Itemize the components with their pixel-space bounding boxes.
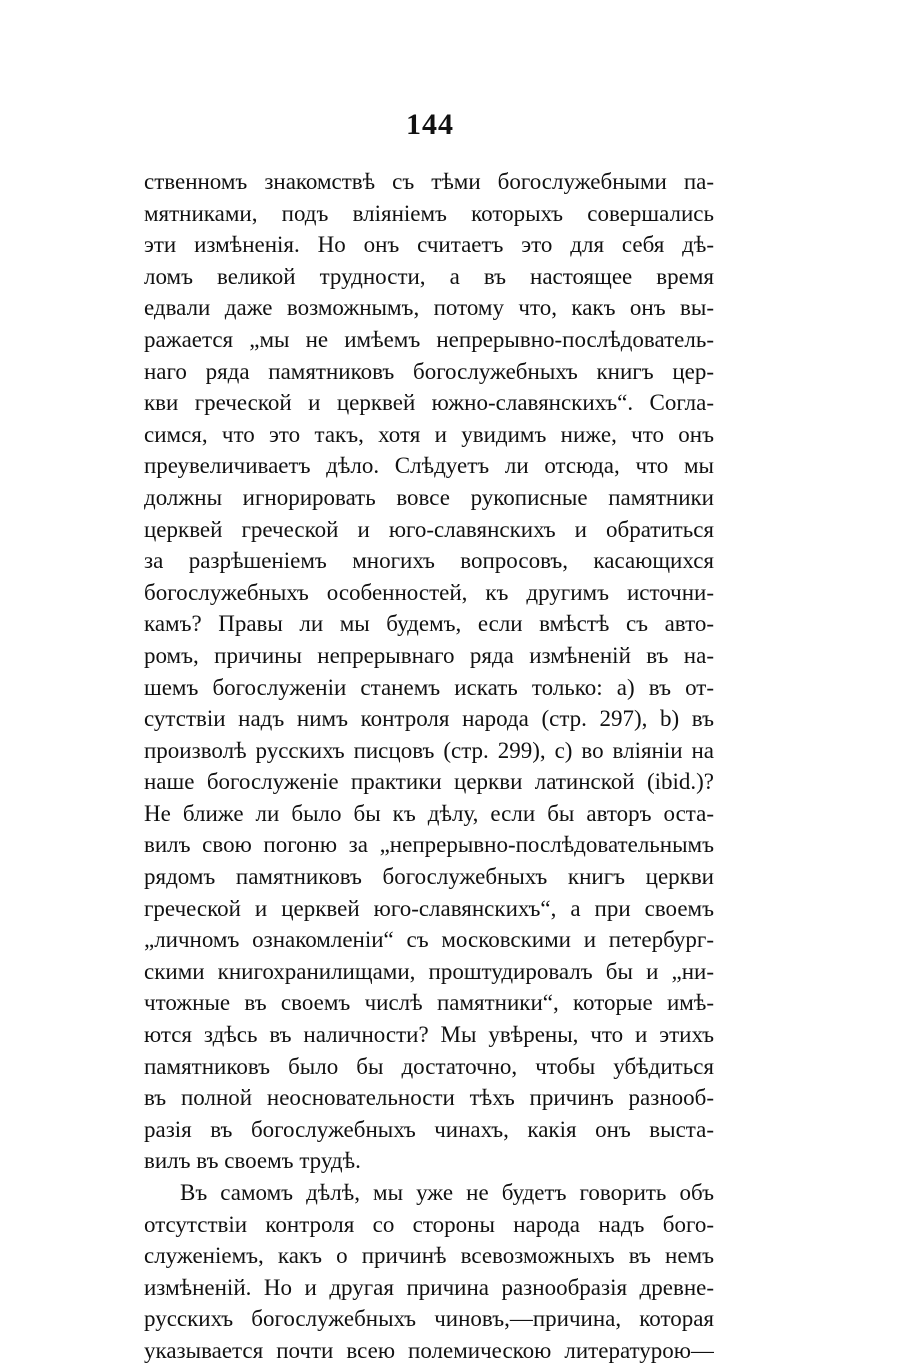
text-line: шемъ богослуженіи станемъ искать только: a) въ от- [144, 674, 714, 700]
text-line: симся, что это такъ, хотя и увидимъ ниже, что онъ [144, 421, 714, 447]
text-line: богослужебныхъ особенностей, къ другимъ источни- [144, 579, 714, 605]
text-line: едвали даже возможнымъ, потому что, какъ онъ вы- [144, 295, 714, 321]
text-line: отсутствіи контроля со стороны народа надъ бого- [144, 1211, 714, 1237]
text-line: ромъ, причины непрерывнаго ряда измѣненій въ на- [144, 642, 714, 668]
text-line: эти измѣненія. Но онъ считаетъ это для себя дѣ- [144, 232, 714, 258]
text-line: за разрѣшеніемъ многихъ вопросовъ, касающихся [144, 548, 714, 574]
text-line: камъ? Правы ли мы будемъ, если вмѣстѣ съ авто- [144, 611, 714, 637]
text-line: вилъ свою погоню за „непрерывно-послѣдовательнымъ [144, 832, 714, 858]
text-line: наше богослуженіе практики церкви латинской (ibid.)? [144, 769, 714, 795]
text-line: мятниками, подъ вліяніемъ которыхъ совершались [144, 200, 714, 226]
text-line: ломъ великой трудности, а въ настоящее время [144, 263, 714, 289]
text-line: наго ряда памятниковъ богослужебныхъ книгъ цер- [144, 358, 714, 384]
text-line: церквей греческой и юго-славянскихъ и обратиться [144, 516, 714, 542]
text-line: чтожные въ своемъ числѣ памятники“, которые имѣ- [144, 990, 714, 1016]
text-line: скими книгохранилищами, проштудировалъ бы и „ни- [144, 958, 714, 984]
text-line: греческой и церквей юго-славянскихъ“, а при своемъ [144, 895, 714, 921]
text-line: вилъ въ своемъ трудѣ. [144, 1148, 361, 1174]
text-line: преувеличиваетъ дѣло. Слѣдуетъ ли отсюда, что мы [144, 453, 714, 479]
body-text [144, 166, 714, 1367]
text-line: памятниковъ было бы достаточно, чтобы убѣдиться [144, 1053, 714, 1079]
text-line: Въ самомъ дѣлѣ, мы уже не будетъ говорить объ [180, 1180, 714, 1205]
text-line: измѣненій. Но и другая причина разнообразія древне- [144, 1274, 714, 1300]
text-line: служеніемъ, какъ о причинѣ всевозможныхъ въ немъ [144, 1243, 714, 1269]
text-line: разія въ богослужебныхъ чинахъ, какія онъ выста- [144, 1116, 714, 1142]
text-line: Не ближе ли было бы къ дѣлу, если бы авторъ оста- [144, 800, 714, 826]
text-line: указывается почти всею полемическою литературою— [144, 1337, 714, 1363]
text-line: русскихъ богослужебныхъ чиновъ,—причина, которая [144, 1306, 714, 1332]
text-line: должны игнорировать вовсе рукописные памятники [144, 484, 714, 510]
text-line: рядомъ памятниковъ богослужебныхъ книгъ церкви [144, 864, 714, 890]
page-number: 144 [406, 108, 454, 141]
text-line: сутствіи надъ нимъ контроля народа (стр. 297), b) въ [144, 706, 714, 732]
text-line: ственномъ знакомствѣ съ тѣми богослужебными па- [144, 169, 714, 194]
text-line: произволѣ русскихъ писцовъ (стр. 299), c) во вліяніи на [144, 737, 714, 763]
text-line: кви греческой и церквей южно-славянскихъ“. Согла- [144, 390, 714, 416]
text-line: „личномъ ознакомленіи“ съ московскими и петербург- [144, 927, 714, 953]
text-line: ражается „мы не имѣемъ непрерывно-послѣдователь- [144, 326, 714, 352]
text-line: въ полной неосновательности тѣхъ причинъ разнооб- [144, 1085, 714, 1111]
text-line: ются здѣсь въ наличности? Мы увѣрены, что и этихъ [144, 1022, 714, 1048]
